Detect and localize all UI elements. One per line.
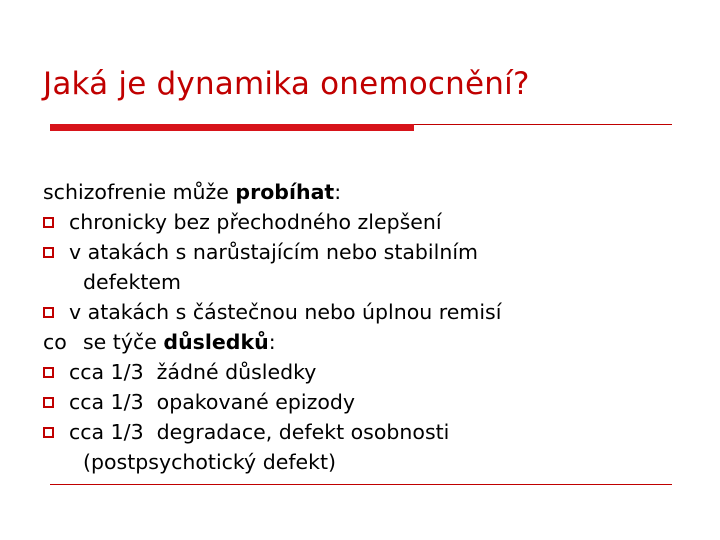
- list-item-text: v atakách s narůstajícím nebo stabilním: [69, 240, 478, 264]
- page-title: Jaká je dynamika onemocnění?: [43, 66, 530, 102]
- footer-rule: [50, 484, 672, 485]
- consequences-suffix: :: [268, 330, 276, 354]
- list-item-text-continuation: defektem: [83, 270, 181, 294]
- list-item-text: chronicky bez přechodného zlepšení: [69, 210, 442, 234]
- intro-suffix: :: [334, 180, 342, 204]
- list-item: [43, 297, 683, 327]
- list-item-text: v atakách s částečnou nebo úplnou remisí: [69, 300, 502, 324]
- square-bullet-icon: [43, 427, 54, 438]
- list-item-text-continuation: (postpsychotický defekt): [83, 450, 337, 474]
- list-item: [43, 357, 683, 387]
- consequences-prefix: se týče: [83, 330, 164, 354]
- list-item-text: cca 1/3 žádné důsledky: [69, 360, 317, 384]
- intro-prefix: schizofrenie může: [43, 180, 236, 204]
- list-item: [43, 387, 683, 417]
- title-underline-thin: [414, 124, 672, 125]
- intro-bold: probíhat: [235, 180, 335, 204]
- consequences-line: [43, 327, 683, 357]
- square-bullet-icon: [43, 307, 54, 318]
- square-bullet-icon: [43, 367, 54, 378]
- list-item-text: cca 1/3 opakované epizody: [69, 390, 356, 414]
- square-bullet-icon: [43, 217, 54, 228]
- title-underline-thick: [50, 124, 414, 131]
- list-item-text: cca 1/3 degradace, defekt osobnosti: [69, 420, 450, 444]
- square-bullet-icon: [43, 397, 54, 408]
- intro-line: [43, 177, 683, 207]
- square-bullet-icon: [43, 247, 54, 258]
- list-item: [43, 237, 683, 297]
- slide-body: [43, 177, 683, 477]
- consequences-label: co: [43, 330, 67, 354]
- list-item: [43, 417, 683, 477]
- list-item: [43, 207, 683, 237]
- consequences-bold: důsledků: [163, 330, 269, 354]
